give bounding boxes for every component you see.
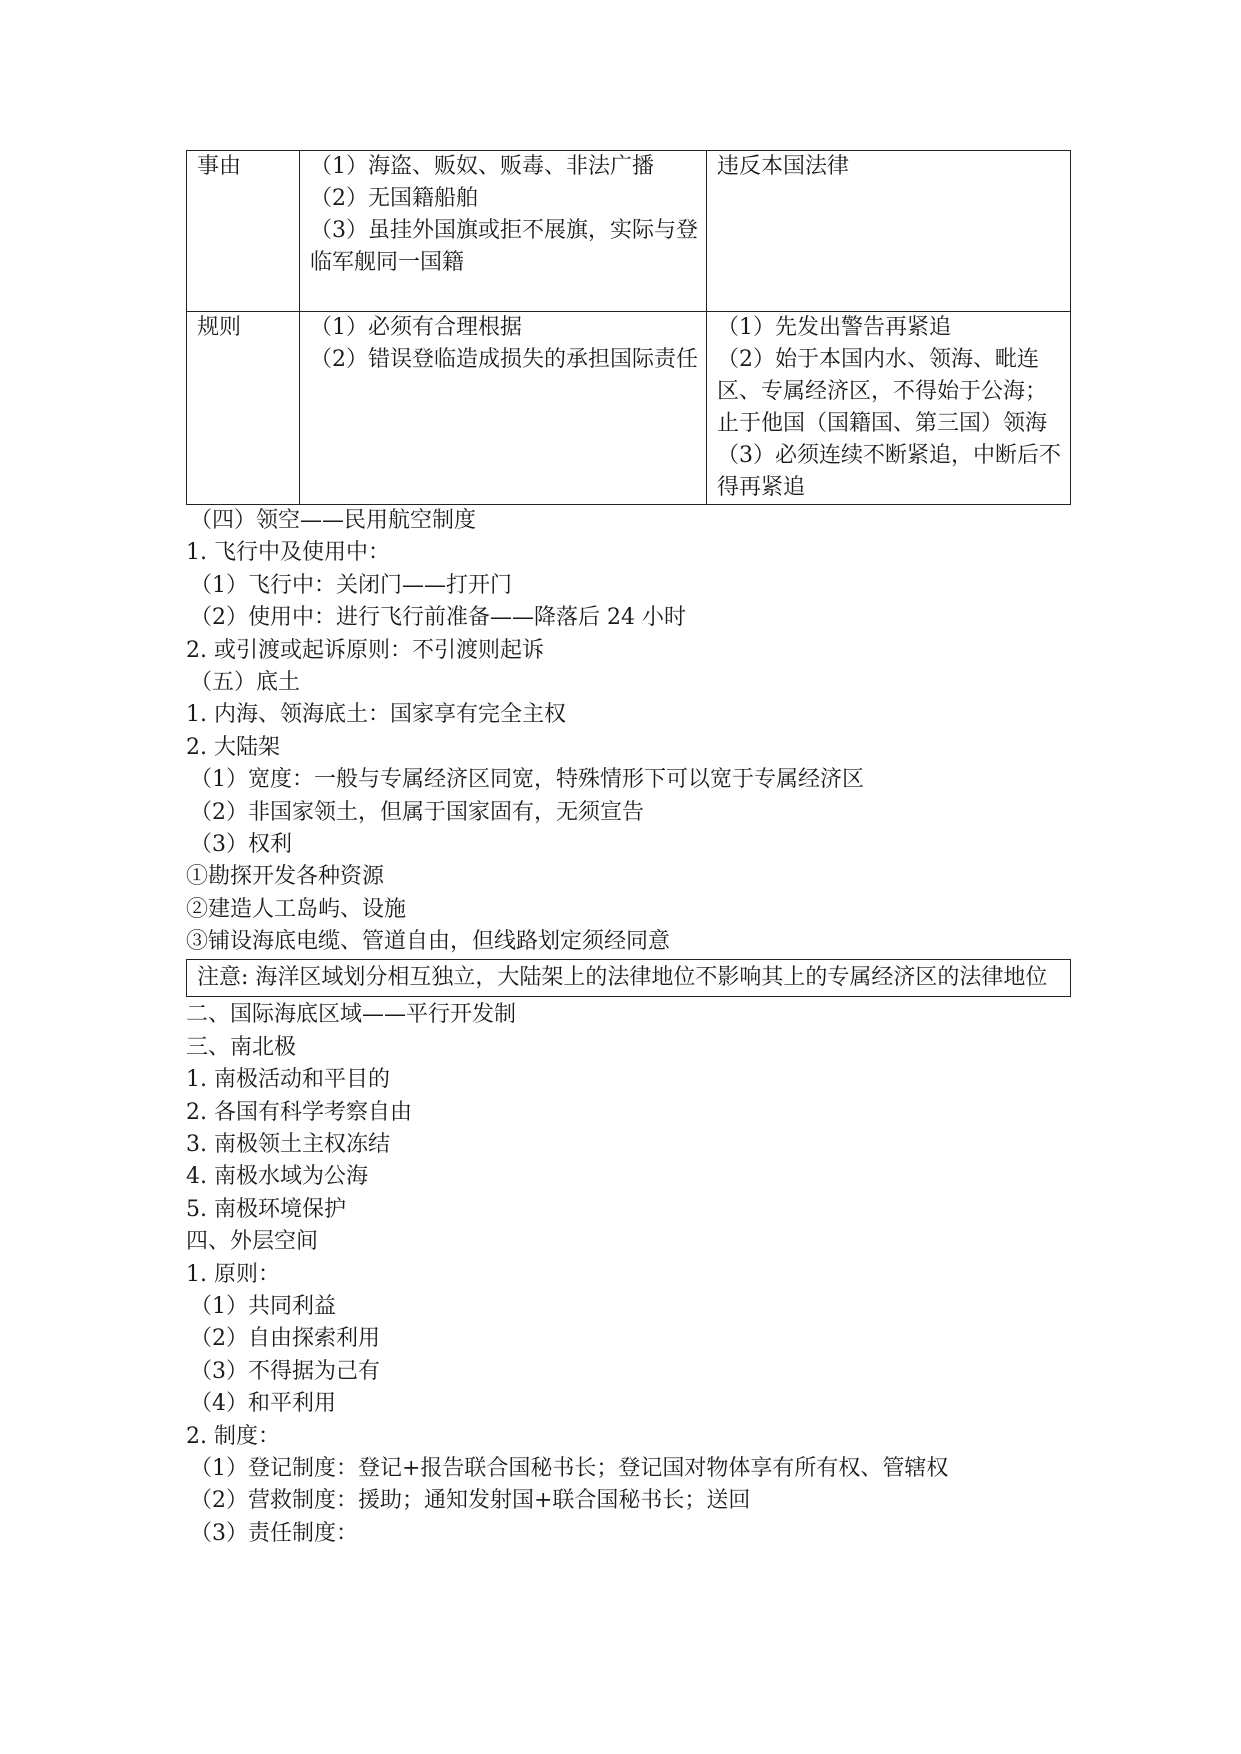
- table-cell-header: [187, 312, 300, 505]
- table-cell: [300, 151, 707, 312]
- list-item: 4. 南极水域为公海: [186, 1164, 368, 1190]
- table-row: [187, 312, 1071, 505]
- list-item: （2）自由探索利用: [190, 1326, 380, 1352]
- table-cell: [707, 312, 1071, 505]
- table-cell-header: [187, 151, 300, 312]
- list-item: （1）飞行中：关闭门——打开门: [190, 572, 512, 598]
- list-item: 5. 南极环境保护: [186, 1196, 346, 1222]
- list-item: ②建造人工岛屿、设施: [186, 896, 407, 922]
- cell-line: （1）海盗、贩奴、贩毒、非法广播: [310, 154, 654, 179]
- cell-line: （3）必须连续不断紧追，中断后不得再紧追: [717, 443, 1061, 500]
- list-item: （3）权利: [190, 831, 292, 857]
- table-row: [187, 151, 1071, 312]
- list-item: 1. 原则：: [186, 1261, 280, 1287]
- cell-line: 违反本国法律: [717, 154, 850, 179]
- section-heading: 三、南北极: [186, 1034, 297, 1060]
- row-header: 事由: [197, 154, 242, 179]
- list-item: （2）营救制度：援助；通知发射国+联合国秘书长；送回: [190, 1488, 751, 1514]
- section-heading: 四、外层空间: [186, 1229, 319, 1255]
- list-item: 2. 或引渡或起诉原则：不引渡则起诉: [186, 637, 544, 663]
- cell-line: （1）必须有合理根据: [310, 315, 522, 340]
- list-item: 1. 飞行中及使用中：: [186, 540, 390, 566]
- list-item: （1）宽度：一般与专属经济区同宽，特殊情形下可以宽于专属经济区: [190, 767, 864, 793]
- cell-line: （2）始于本国内水、领海、毗连区、专属经济区，不得始于公海；止于他国（国籍国、第三国）领海: [717, 347, 1048, 436]
- section-seabed-poles-space: [186, 999, 1071, 1550]
- note-box: 注意: 海洋区域划分相互独立，大陆架上的法律地位不影响其上的专属经济区的法律地位: [186, 959, 1071, 997]
- section-heading: （四）领空——民用航空制度: [190, 508, 477, 533]
- list-item: 1. 南极活动和平目的: [186, 1067, 390, 1093]
- row-header: 规则: [197, 315, 242, 340]
- list-item: （3）不得据为己有: [190, 1358, 380, 1384]
- list-item: （1）登记制度：登记+报告联合国秘书长；登记国对物体享有所有权、管辖权: [190, 1455, 949, 1481]
- list-item: 2. 各国有科学考察自由: [186, 1099, 412, 1125]
- cell-line: （1）先发出警告再紧追: [717, 315, 951, 340]
- list-item: ③铺设海底电缆、管道自由，但线路划定须经同意: [186, 929, 671, 955]
- list-item: （2）使用中：进行飞行前准备——降落后 24 小时: [190, 605, 686, 631]
- list-item: （4）和平利用: [190, 1391, 336, 1417]
- section-airspace-subsoil: [186, 505, 1071, 958]
- list-item: （1）共同利益: [190, 1293, 336, 1319]
- section-heading: （五）底土: [190, 669, 301, 695]
- table-cell: [300, 312, 707, 505]
- list-item: （3）责任制度：: [190, 1520, 358, 1546]
- rules-table: [186, 150, 1071, 505]
- document-page: [186, 150, 1071, 1550]
- table-cell: [707, 151, 1071, 312]
- list-item: ①勘探开发各种资源: [186, 864, 385, 890]
- cell-line: （2）错误登临造成损失的承担国际责任: [310, 347, 698, 372]
- section-heading: 二、国际海底区域——平行开发制: [186, 1002, 517, 1028]
- list-item: 2. 大陆架: [186, 734, 280, 760]
- list-item: （2）非国家领土，但属于国家固有，无须宣告: [190, 799, 644, 825]
- list-item: 3. 南极领土主权冻结: [186, 1132, 390, 1158]
- list-item: 2. 制度：: [186, 1423, 280, 1449]
- cell-line: （2）无国籍船舶: [310, 186, 478, 211]
- cell-line: （3）虽挂外国旗或拒不展旗，实际与登临军舰同一国籍: [310, 218, 698, 275]
- list-item: 1. 内海、领海底土：国家享有完全主权: [186, 702, 566, 728]
